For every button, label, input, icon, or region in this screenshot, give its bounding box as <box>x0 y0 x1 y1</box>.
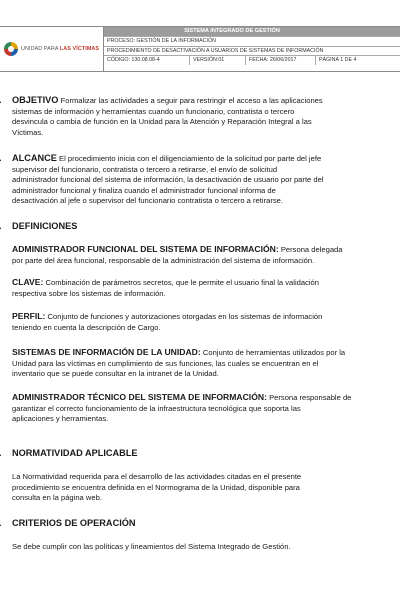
header-info <box>104 27 400 71</box>
text-line: La Normatividad requerida para el desarrollo de las actividades citadas en el presente <box>12 472 302 481</box>
text-line: desactivación al jefe o supervisor del funcionario contratista o tercero a retirarse. <box>12 196 283 205</box>
text-line: consulta en la página web. <box>12 493 102 502</box>
definition-item <box>0 392 400 425</box>
section-number <box>0 448 2 458</box>
definition-item <box>0 311 400 333</box>
text-line: inventario que se puede consultar en la intranet de la Unidad. <box>12 369 219 378</box>
definition-item <box>0 347 400 380</box>
code-cell: CÓDIGO: 130.08.08-4 <box>104 56 190 65</box>
text-line: Unidad para las víctimas en cumplimiento de sus funciones, las cuales se encuentran en el <box>12 358 319 368</box>
normatividad-text <box>0 472 400 504</box>
section-title: NORMATIVIDAD APLICABLE <box>12 448 138 458</box>
section-title: ALCANCE <box>12 153 57 163</box>
definition-term: SISTEMAS DE INFORMACIÓN DE LA UNIDAD: <box>12 347 201 357</box>
text-line: El procedimiento inicia con el diligenciamiento de la solicitud por parte del jefe <box>59 154 322 163</box>
definition-item <box>0 244 400 266</box>
text-line: Conjunto de funciones y autorizaciones otorgadas en los sistemas de información <box>47 312 323 321</box>
document-header <box>0 26 400 72</box>
section-title: DEFINICIONES <box>12 221 78 231</box>
emblem-icon <box>4 42 18 56</box>
text-line: Persona responsable de <box>269 393 352 402</box>
section-number <box>0 518 2 528</box>
text-line: procedimiento se encuentra definida en el Normograma de la Unidad, disponible para <box>12 482 300 492</box>
section-number <box>0 95 2 105</box>
text-line: por parte del área funcional, responsable de la administración del sistema de información. <box>12 255 315 265</box>
definition-item <box>0 277 400 299</box>
process-row: PROCESO: GESTIÓN DE LA INFORMACIÓN <box>104 36 400 46</box>
version-cell: VERSIÓN:01 <box>190 56 246 65</box>
definition-term: CLAVE: <box>12 277 44 287</box>
section-title: OBJETIVO <box>12 95 59 105</box>
section-objetivo <box>0 95 400 138</box>
logo-line-1: UNIDAD PARA <box>21 46 59 52</box>
page-cell: PÁGINA 1 DE 4 <box>319 57 357 64</box>
section-number <box>0 221 2 231</box>
section-number <box>0 153 2 163</box>
text-line: Formalizar las actividades a seguir para restringir el acceso a las aplicaciones <box>60 96 323 105</box>
logo-line-2: LAS VÍCTIMAS <box>59 46 100 52</box>
text-line: teniendo en cuenta la descripción de Cargo. <box>12 322 161 332</box>
text-line: aplicaciones y herramientas. <box>12 414 109 423</box>
date-cell: FECHA: 26/06/2017 <box>246 56 316 65</box>
text-line: sistemas de información y herramientas cuando un funcionario, contratista o tercero <box>12 106 295 116</box>
text-line: Víctimas. <box>12 127 44 137</box>
text-line: Combinación de parámetros secretos, que le permite el usuario final la validación <box>45 278 320 287</box>
system-title: SISTEMA INTEGRADO DE GESTIÓN <box>104 27 400 36</box>
section-title: CRITERIOS DE OPERACIÓN <box>12 518 136 528</box>
text-line: Persona delegada <box>280 245 343 254</box>
text-line: administrador funcional del sistema de información, la desactivación de usuario por parte del <box>12 175 324 184</box>
text-line: Conjunto de herramientas utilizados por la <box>202 348 346 357</box>
criterios-text <box>0 542 400 553</box>
code-row <box>104 55 400 65</box>
text-line: supervisor del funcionario, contratista o tercero a retirarse, el envío de solicitud <box>12 164 278 174</box>
procedure-row: PROCEDIMIENTO DE DESACTIVACIÓN A USUARIOS DE SISTEMAS DE INFORMACIÓN <box>104 46 400 56</box>
definition-term: PERFIL: <box>12 311 46 321</box>
text-line: respectiva sobre los sistemas de información. <box>12 288 166 298</box>
text-line: desvincula o cambia de función en la Unidad para la Atención y Reparación Integral a las <box>12 117 312 126</box>
logo <box>0 27 104 71</box>
section-alcance <box>0 153 400 207</box>
definition-term: ADMINISTRADOR TÉCNICO DEL SISTEMA DE INFORMACIÓN: <box>12 392 267 402</box>
definition-term: ADMINISTRADOR FUNCIONAL DEL SISTEMA DE INFORMACIÓN: <box>12 244 279 254</box>
text-line: Se debe cumplir con las políticas y lineamientos del Sistema Integrado de Gestión. <box>12 542 291 551</box>
text-line: administrador funcional y finaliza cuando el administrador funcional informa de <box>12 185 276 195</box>
text-line: garantizar el correcto funcionamiento de la infraestructura tecnológica que soporta las <box>12 403 301 413</box>
